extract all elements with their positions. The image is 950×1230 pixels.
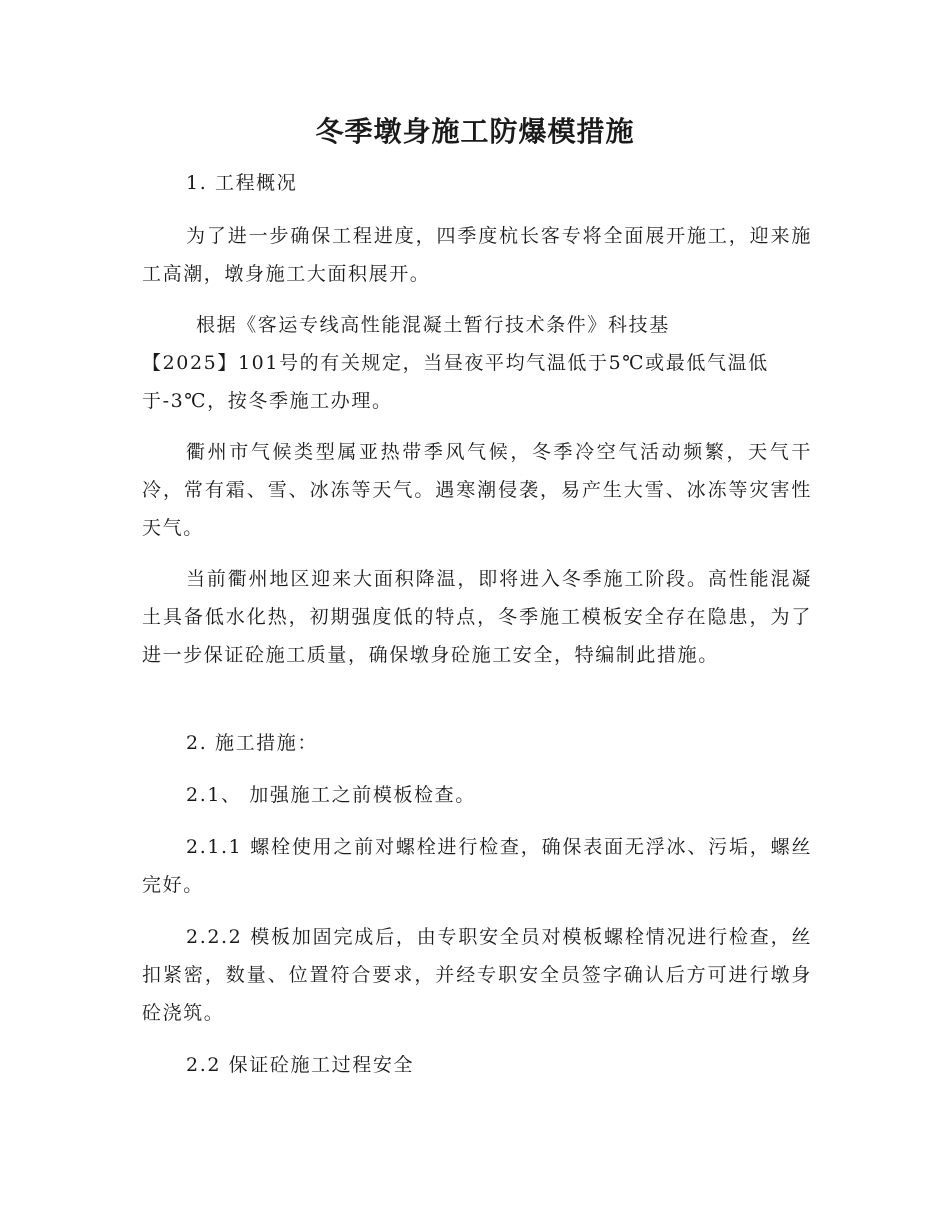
paragraph-overview: 为了进一步确保工程进度，四季度杭长客专将全面展开施工，迎来施工高潮，墩身施工大面积展开。	[142, 225, 812, 285]
paragraph-standard-line-1: 根据《客运专线高性能混凝土暂行技术条件》科技基	[196, 314, 670, 336]
paragraph-2-1-1: 2.1.1 螺栓使用之前对螺栓进行检查，确保表面无浮冰、污垢，螺丝完好。	[142, 836, 812, 896]
section-2-heading: 2. 施工措施：	[186, 732, 318, 754]
section-2-1-heading: 2.1、 加强施工之前模板检查。	[186, 784, 476, 806]
document-title: 冬季墩身施工防爆模措施	[315, 115, 635, 148]
paragraph-standard-line-2: 【2025】101号的有关规定，当昼夜平均气温低于5℃或最低气温低	[142, 352, 769, 374]
section-2-2-heading: 2.2 保证砼施工过程安全	[186, 1054, 415, 1076]
paragraph-climate: 衢州市气候类型属亚热带季风气候，冬季冷空气活动频繁，天气干冷，常有霜、雪、冰冻等天气。遇寒潮侵袭，易产生大雪、冰冻等灾害性天气。	[142, 441, 812, 539]
paragraph-current-situation: 当前衢州地区迎来大面积降温，即将进入冬季施工阶段。高性能混凝土具备低水化热，初期强度低的特点，冬季施工模板安全存在隐患，为了进一步保证砼施工质量，确保墩身砼施工安全，特编制此措施。	[142, 568, 812, 666]
paragraph-2-2-2: 2.2.2 模板加固完成后，由专职安全员对模板螺栓情况进行检查，丝扣紧密，数量、位置符合要求，并经专职安全员签字确认后方可进行墩身砼浇筑。	[142, 926, 812, 1024]
paragraph-standard-line-3: 于-3℃，按冬季施工办理。	[142, 390, 393, 412]
section-1-heading: 1. 工程概况	[186, 172, 298, 194]
